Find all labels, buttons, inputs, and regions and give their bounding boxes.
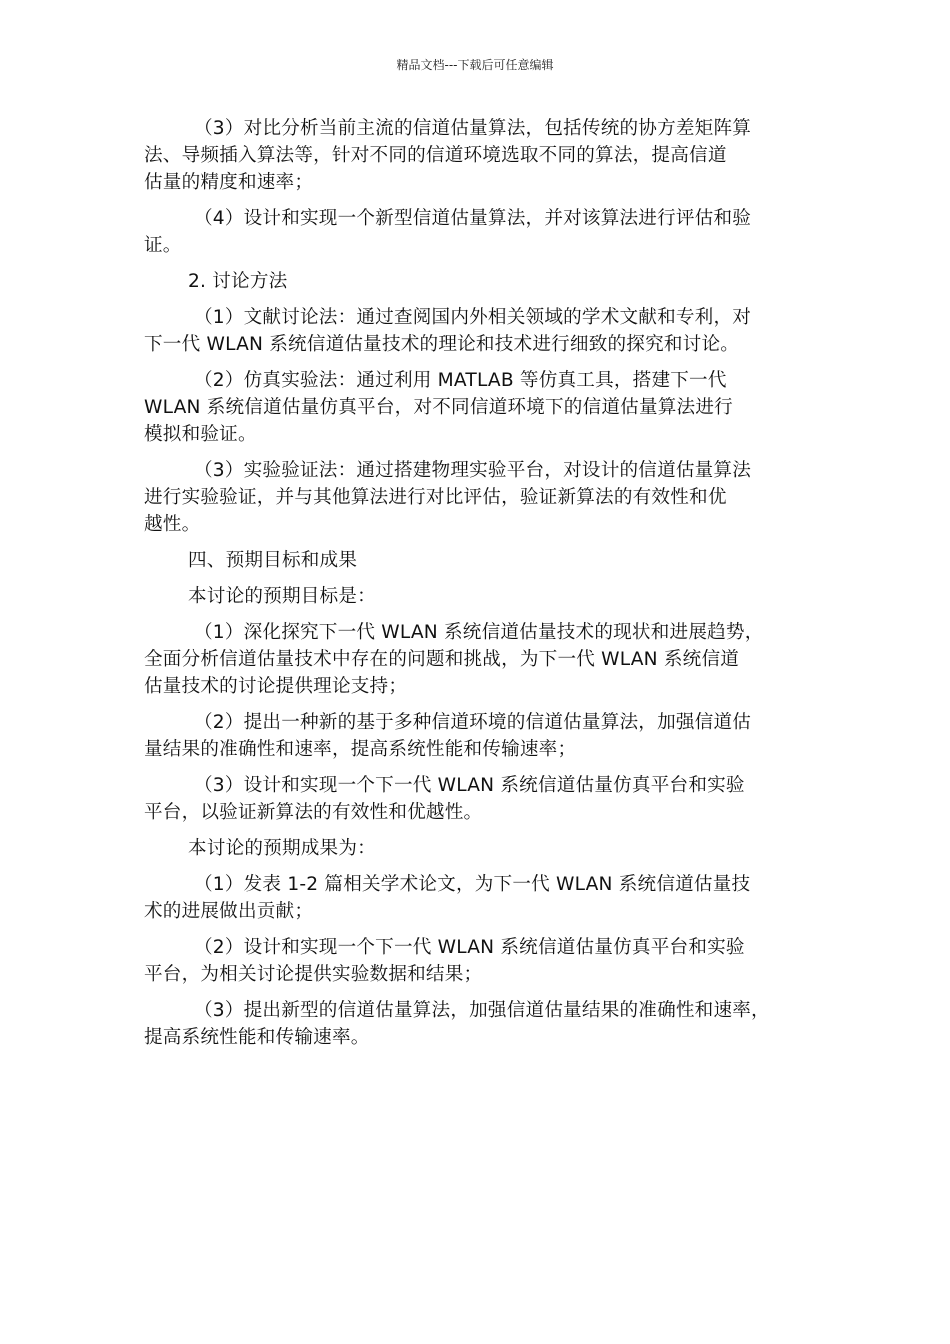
section-heading [144,583,812,610]
page-header: 精品文档---下载后可任意编辑 [396,58,554,72]
text-line: 下一代 WLAN 系统信道估量技术的理论和技术进行细致的探究和讨论。 [144,334,740,355]
text-line: 法、导频插入算法等，针对不同的信道环境选取不同的算法，提高信道 [144,145,727,166]
paragraph [144,304,812,358]
text-line: WLAN 系统信道估量仿真平台，对不同信道环境下的信道估量算法进行 [144,397,733,418]
paragraph [144,709,812,763]
text-line: 本讨论的预期成果为： [188,838,376,859]
text-line: 证。 [144,235,182,256]
paragraph [144,997,812,1051]
text-line: 越性。 [144,514,201,535]
paragraph [144,934,812,988]
text-line: （2）提出一种新的基于多种信道环境的信道估量算法，加强信道估 [194,712,752,733]
text-line: 2. 讨论方法 [188,271,288,292]
text-line: 平台，以验证新算法的有效性和优越性。 [144,802,483,823]
section-heading [144,547,812,574]
text-line: 本讨论的预期目标是： [188,586,376,607]
text-line: （1）文献讨论法：通过查阅国内外相关领域的学术文献和专利，对 [194,307,752,328]
section-heading [144,835,812,862]
text-line: （1）深化探究下一代 WLAN 系统信道估量技术的现状和进展趋势， [194,622,764,643]
text-line: 模拟和验证。 [144,424,257,445]
paragraph [144,205,812,259]
paragraph [144,619,812,700]
paragraph [144,115,812,196]
text-line: 进行实验验证，并与其他算法进行对比评估，验证新算法的有效性和优 [144,487,727,508]
text-line: 四、预期目标和成果 [188,550,358,571]
text-line: 量结果的准确性和速率，提高系统性能和传输速率； [144,739,577,760]
text-line: 平台，为相关讨论提供实验数据和结果； [144,964,483,985]
text-line: （2）设计和实现一个下一代 WLAN 系统信道估量仿真平台和实验 [194,937,745,958]
paragraph [144,367,812,448]
text-line: 术的进展做出贡献； [144,901,314,922]
text-line: 估量技术的讨论提供理论支持； [144,676,408,697]
text-line: （2）仿真实验法：通过利用 MATLAB 等仿真工具，搭建下一代 [194,370,727,391]
document-body [144,115,812,1060]
text-line: （3）提出新型的信道估量算法，加强信道估量结果的准确性和速率， [194,1000,770,1021]
text-line: 估量的精度和速率； [144,172,314,193]
text-line: （1）发表 1-2 篇相关学术论文，为下一代 WLAN 系统信道估量技 [194,874,751,895]
text-line: （4）设计和实现一个新型信道估量算法，并对该算法进行评估和验 [194,208,752,229]
paragraph [144,871,812,925]
paragraph [144,772,812,826]
section-heading [144,268,812,295]
text-line: 全面分析信道估量技术中存在的问题和挑战，为下一代 WLAN 系统信道 [144,649,740,670]
text-line: （3）实验验证法：通过搭建物理实验平台，对设计的信道估量算法 [194,460,752,481]
text-line: 提高系统性能和传输速率。 [144,1027,370,1048]
paragraph [144,457,812,538]
text-line: （3）对比分析当前主流的信道估量算法，包括传统的协方差矩阵算 [194,118,752,139]
text-line: （3）设计和实现一个下一代 WLAN 系统信道估量仿真平台和实验 [194,775,745,796]
